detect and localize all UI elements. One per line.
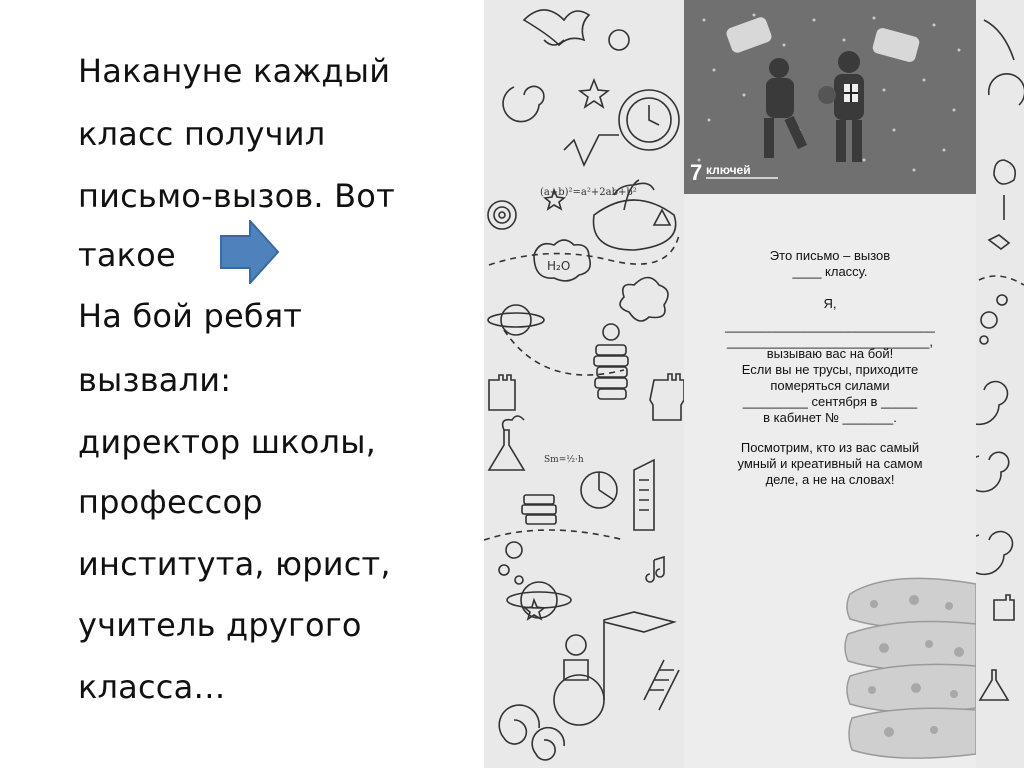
- letter-line: деле, а не на словах!: [765, 472, 895, 487]
- text-line: письмо-вызов. Вот: [78, 177, 395, 215]
- text-line: класса…: [78, 668, 226, 706]
- bubbles-doodle: [506, 542, 522, 558]
- books-doodle: [596, 345, 626, 355]
- swirl-doodle: [503, 86, 544, 121]
- ladder-doodle: [644, 660, 679, 710]
- dashed-path: [489, 235, 679, 265]
- text-line: института, юрист,: [78, 545, 391, 583]
- letter-line: _________ сентября в _____: [742, 394, 918, 409]
- astronaut-doodle: [566, 635, 586, 655]
- right-arrow-icon: [220, 220, 280, 284]
- letter-line: _____________________________: [725, 318, 935, 333]
- flask-doodle: [489, 430, 524, 470]
- letter-line: умный и креативный на самом: [737, 456, 923, 471]
- text-line: учитель другого: [78, 606, 362, 644]
- letter-line: Если вы не трусы, приходите: [741, 362, 919, 377]
- building-doodle: [634, 460, 654, 530]
- letter-line: Это письмо – вызов: [769, 248, 891, 263]
- text-line: такое: [78, 236, 176, 274]
- sqrt-doodle: [564, 135, 619, 165]
- challenge-letter: [684, 194, 976, 768]
- pillow-stack-image: [844, 564, 976, 768]
- text-line: директор школы,: [78, 423, 377, 461]
- text-line: вызвали:: [78, 361, 232, 399]
- text-line: класс получил: [78, 115, 326, 153]
- letter-line: вызываю вас на бой!: [766, 346, 894, 361]
- letter-line: в кабинет № _______.: [763, 410, 897, 425]
- swirl-doodle-right: [989, 74, 1024, 105]
- target-doodle: [488, 201, 516, 229]
- flag-doodle: [604, 612, 674, 700]
- text-line: Накануне каждый: [78, 52, 391, 90]
- svg-text:H₂O: H₂O: [547, 259, 571, 273]
- letter-line: Я,: [823, 296, 837, 311]
- slide-text-panel: [0, 0, 484, 768]
- text-line: На бой ребят: [78, 297, 303, 335]
- dragon-doodle: [524, 10, 589, 45]
- letter-line: ____________________________,: [726, 334, 934, 349]
- planet-doodle: [501, 305, 531, 335]
- music-note-doodle: [646, 557, 664, 582]
- moon-doodle: [984, 20, 1014, 60]
- letter-line: померяться силами: [770, 378, 890, 393]
- rook-doodle: [650, 374, 684, 420]
- bird-doodle: [989, 235, 1009, 249]
- letter-line: Посмотрим, кто из вас самый: [740, 440, 920, 455]
- splat-doodle: [620, 278, 668, 322]
- letter-line: ____ классу.: [792, 264, 868, 279]
- text-line: профессор: [78, 483, 263, 521]
- apple-doodle: [609, 30, 629, 50]
- star-doodle: [580, 80, 608, 107]
- svg-text:Sm=½·h: Sm=½·h: [544, 455, 584, 465]
- seven-keys-logo: 7 ключей: [690, 160, 780, 186]
- svg-text:(a+b)²=a²+2ab+b²: (a+b)²=a²+2ab+b²: [540, 187, 637, 198]
